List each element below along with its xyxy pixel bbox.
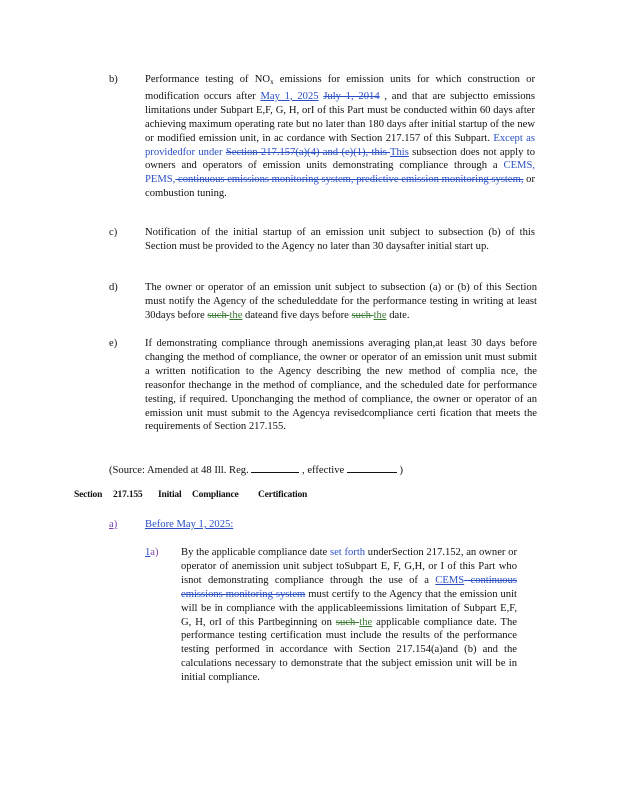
paragraph-e-text: If demonstrating compliance through anemissions averaging plan,at least 30 days before changing the method of compliance, the owner or operator of an emission unit must submit a written notification to the Agency describing the new method of complia nce, the reasonfor thechange in the method of compliance, and the scheduled date for performance testing, if required. Uponchanging the method of compliance, the owner or operator of an emission unit must submit to the Agencya revisedcompliance certi fication that meets the requirements of Section 217.155. [145, 338, 537, 433]
deleted-text: such [335, 616, 360, 628]
inserted-text: set forth [329, 547, 366, 558]
blank-line [347, 462, 397, 473]
blank-line [251, 462, 299, 473]
paragraph-c-label: c) [109, 227, 118, 238]
paragraph-e-label: e) [109, 338, 118, 349]
section-title-3: Certification [258, 490, 308, 500]
paragraph-d-label: d) [109, 282, 118, 293]
source-note: (Source: Amended at 48 Ill. Reg. , effective ) [109, 462, 403, 478]
deleted-text: continuous emissions monitoring system, predictive emission monitoring system, [175, 174, 524, 186]
paragraph-b-label: b) [109, 74, 118, 85]
inserted-text: This [390, 146, 409, 158]
paragraph-c-text: Notification of the initial startup of an emission unit subject to subsection (b) of this Section must be provided to the Agency no later than 30 daysafter initial start up. [145, 227, 535, 252]
inserted-text: May 1, 2025 [260, 90, 319, 102]
deleted-text: continuous emissions monitoring system [181, 574, 517, 600]
paragraph-b-text: Performance testing of $NO_x$ emissions for emission units for which construction or modification occurs after May 1, 2025 July 1, 2014 , and that are subjectto emissions limitations under Subpart E,F, G, H, orI of this Part must be conducted within 60 days after achieving maximum operating rate but no later than 180 days after initial startup of the new or modified emission unit, in ac cordance with Section 217.157 of this Subpart. Except as providedfor under Section 217.157(a)(4) and (e)(1), this This subsection does not apply to owners and operators of emission units demonstrating compliance through a CEMS, PEMS, continuous emissions monitoring system, predictive emission monitoring system, or combustion tuning. [145, 74, 535, 200]
inserted-text: the [229, 309, 243, 321]
deleted-text: such [207, 309, 230, 321]
item-1-text: By the applicable compliance date set forth underSection 217.152, an owner or operator of anemission unit subject toSubpart E, F, G,H, or I of this Part who isnot demonstrating compliance through the use of a CEMS continuous emissions monitoring system must certify to the Agency that the emission unit will be in compliance with the applicableemissions limitation of Subpart E,F, G, H, orI of this Partbeginning on such the applicable compliance date. The performance testing certification must include the results of the performance testing performed in accordance with Section 217.154(a)and (b) and the calculations necessary to demonstrate that the subject emission unit will be in initial compliance. [181, 547, 517, 684]
inserted-text: CEMS [435, 574, 465, 586]
inserted-text: Except as providedfor under [145, 132, 535, 158]
subsection-a-label: a) [109, 519, 118, 530]
inserted-text: CEMS, PEMS, [145, 160, 535, 186]
deleted-text: July 1, 2014 [323, 90, 380, 102]
section-number: 217.155 [113, 490, 143, 500]
subsection-a-text: Before May 1, 2025: [145, 519, 234, 530]
deleted-text: Section 217.157(a)(4) and (e)(1), this [225, 146, 390, 158]
section-title-2: Compliance [192, 490, 239, 500]
inserted-text: the [373, 309, 387, 321]
section-word: Section [74, 490, 103, 500]
section-title-1: Initial [158, 490, 182, 500]
deleted-text: such [351, 309, 374, 321]
inserted-text: the [359, 616, 373, 628]
item-1-label: 1a) [145, 547, 159, 558]
paragraph-d-text: The owner or operator of an emission unit subject to subsection (a) or (b) of this Section must notify the Agency of the scheduleddate for the performance testing in writing at least 30days before such the dateand five days before such the date. [145, 282, 537, 321]
